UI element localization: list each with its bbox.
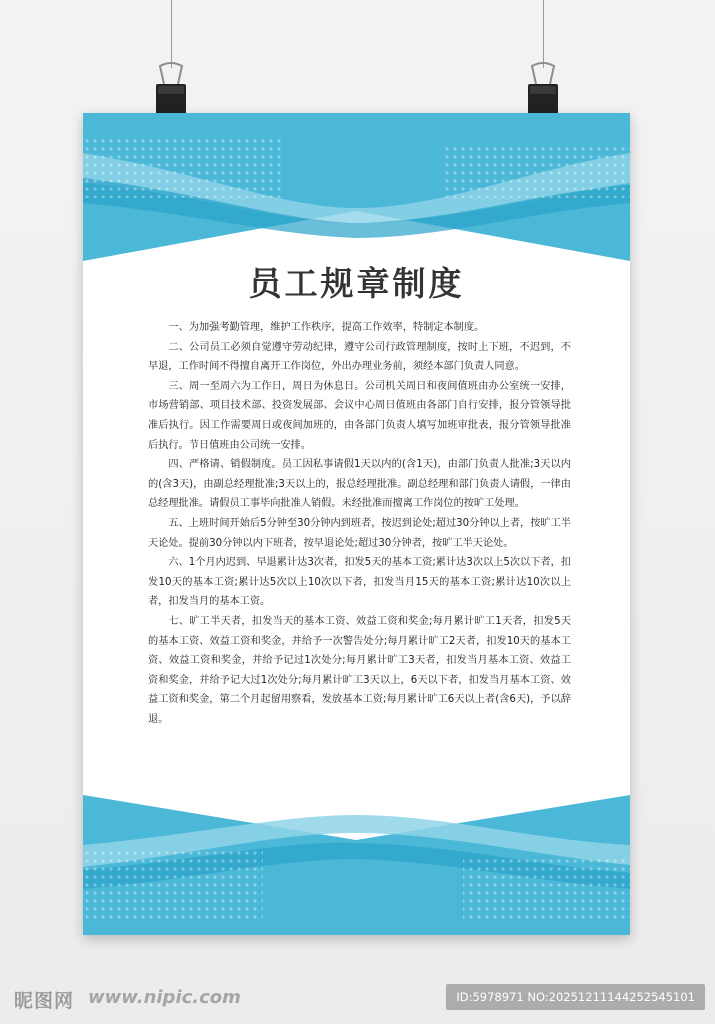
poster [83, 113, 630, 935]
watermark-bar [0, 978, 715, 1018]
regulation-paragraph-3: 三、周一至周六为工作日，周日为休息日。公司机关周日和夜间值班由办公室统一安排，市场营销部、项目技术部、投资发展部、会议中心周日值班由各部门自行安排，报分管领导批准后执行。因工作需要周日或夜间加班的，由各部门负责人填写加班审批表，报分管领导批准后执行。节日值班由公司统一安排。 [148, 380, 571, 451]
regulation-paragraph-1: 一、为加强考勤管理，维护工作秩序，提高工作效率，特制定本制度。 [168, 322, 485, 333]
regulation-paragraph-7: 七、旷工半天者，扣发当天的基本工资、效益工资和奖金;每月累计旷工1天者，扣发5天的基本工资、效益工资和奖金，并给予一次警告处分;每月累计旷工2天者，扣发10天的基本工资、效益工资和奖金，并给予记过1次处分;每月累计旷工3天者，扣发当月基本工资、效益工资和奖金，并给予记大过1次处分;每月累计旷工3天以上，6天以下者，扣发当月基本工资、效益工资和奖金，第二个月起留用察看，发放基本工资;每月累计旷工6天以上者(含6天)，予以辞退。 [148, 615, 571, 725]
regulations-body [148, 318, 571, 729]
regulation-paragraph-2: 二、公司员工必须自觉遵守劳动纪律，遵守公司行政管理制度，按时上下班，不迟到，不早退，工作时间不得擅自离开工作岗位，外出办理业务前，须经本部门负责人同意。 [148, 341, 571, 373]
regulation-paragraph-6: 六、1个月内迟到、早退累计达3次者，扣发5天的基本工资;累计达3次以上5次以下者，扣发10天的基本工资;累计达5次以上10次以下者，扣发当月15天的基本工资;累计达10次以上者，扣发当月的基本工资。 [148, 557, 571, 608]
page-title: 员工规章制度 [248, 264, 465, 303]
watermark-site: www.nipic.com [88, 987, 241, 1008]
hanging-wire-left [171, 0, 172, 68]
top-wave-decoration [83, 113, 630, 263]
nipic-logo: 昵图网 [14, 990, 75, 1012]
bottom-wave-decoration [83, 785, 630, 935]
image-id-badge: ID:5978971 NO:20251211144252545101 [446, 984, 705, 1010]
regulation-paragraph-5: 五、上班时间开始后5分钟至30分钟内到班者，按迟到论处;超过30分钟以上者，按旷工半天论处。提前30分钟以内下班者，按早退论处;超过30分钟者，按旷工半天论处。 [148, 517, 571, 549]
regulation-paragraph-4: 四、严格请、销假制度。员工因私事请假1天以内的(含1天)，由部门负责人批准;3天以内的(含3天)，由副总经理批准;3天以上的，报总经理批准。副总经理和部门负责人请假，一律由总经理批准。请假员工事毕向批准人销假。未经批准而擅离工作岗位的按旷工处理。 [148, 459, 571, 510]
hanging-wire-right [543, 0, 544, 68]
